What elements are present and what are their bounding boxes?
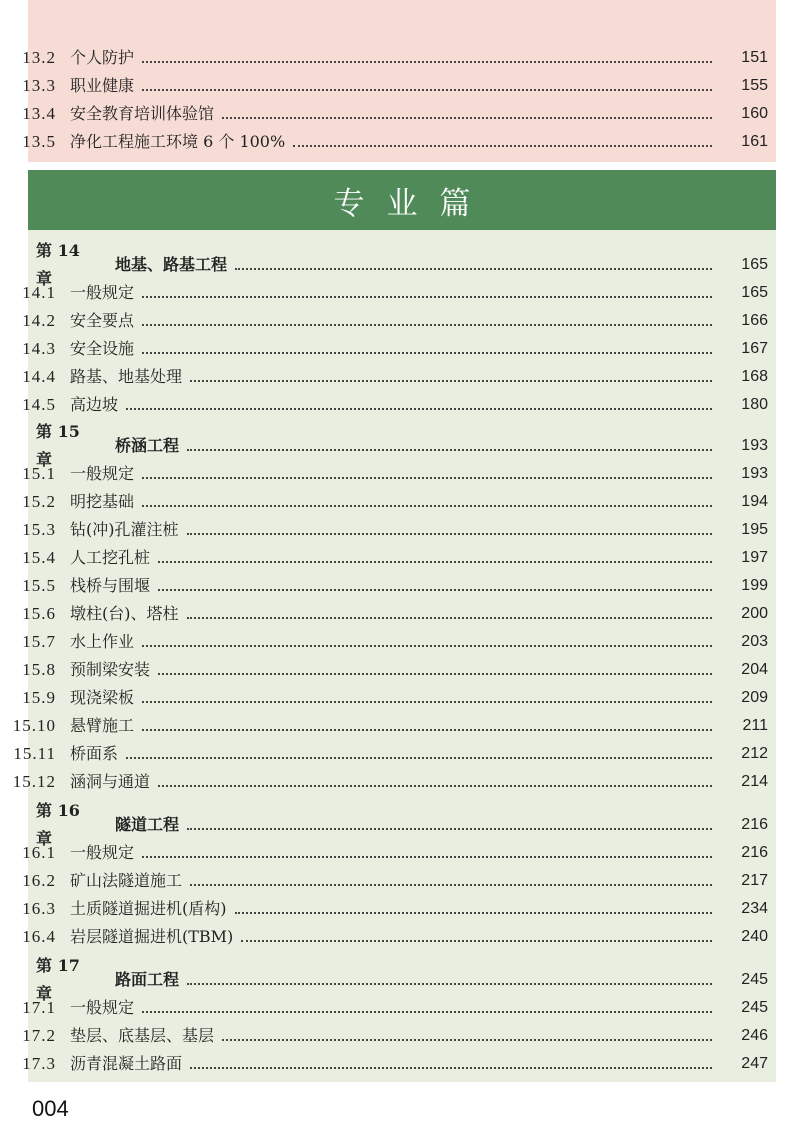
dot-leader [142, 645, 712, 647]
entry-number: 14.5 [22, 395, 56, 414]
entry-number: 第 17 章 [36, 956, 80, 1003]
entry-page-number: 194 [741, 493, 768, 510]
toc-entry [0, 72, 790, 100]
entry-title: 一般规定 [70, 283, 135, 302]
dot-leader [222, 117, 712, 119]
toc-entry [0, 100, 790, 128]
entry-title: 路基、地基处理 [70, 367, 183, 386]
dot-leader [142, 505, 712, 507]
dot-leader [235, 912, 713, 914]
dot-leader [158, 561, 712, 563]
entry-title: 墩柱(台)、塔柱 [70, 604, 179, 623]
dot-leader [142, 89, 712, 91]
entry-number: 15.4 [22, 548, 56, 567]
section-banner [28, 170, 776, 230]
entry-page-number: 200 [741, 605, 768, 622]
toc-entry [0, 128, 790, 156]
entry-title: 悬臂施工 [70, 716, 135, 735]
dot-leader [142, 324, 712, 326]
dot-leader [142, 61, 712, 63]
entry-number: 17.2 [22, 1026, 56, 1045]
entry-title: 一般规定 [70, 998, 135, 1017]
dot-leader [187, 983, 712, 985]
toc-entry [0, 895, 790, 923]
toc-entry [0, 994, 790, 1022]
toc-entry [0, 867, 790, 895]
entry-title: 安全教育培训体验馆 [70, 104, 215, 123]
entry-page-number: 209 [741, 689, 768, 706]
entry-page-number: 193 [741, 465, 768, 482]
toc-entry [0, 1022, 790, 1050]
entry-title: 垫层、底基层、基层 [70, 1026, 215, 1045]
entry-page-number: 151 [741, 49, 768, 66]
entry-page-number: 193 [741, 437, 768, 454]
toc-entry [0, 307, 790, 335]
toc-chapter-entry [0, 956, 790, 1003]
dot-leader [190, 380, 712, 382]
toc-entry [0, 740, 790, 768]
entry-title: 预制梁安装 [70, 660, 151, 679]
entry-page-number: 204 [741, 661, 768, 678]
toc-entry [0, 628, 790, 656]
entry-number: 13.4 [22, 104, 56, 123]
entry-title: 土质隧道掘进机(盾构) [70, 899, 227, 918]
dot-leader [142, 701, 712, 703]
entry-number: 15.5 [22, 576, 56, 595]
entry-page-number: 240 [741, 928, 768, 945]
toc-entry [0, 460, 790, 488]
entry-title: 安全要点 [70, 311, 135, 330]
toc-entry [0, 600, 790, 628]
dot-leader [190, 1067, 712, 1069]
entry-number: 16.4 [22, 927, 56, 946]
entry-title: 地基、路基工程 [115, 255, 228, 274]
toc-entry [0, 363, 790, 391]
entry-title: 桥面系 [70, 744, 119, 763]
entry-title: 现浇梁板 [70, 688, 135, 707]
entry-page-number: 245 [741, 971, 768, 988]
dot-leader [142, 352, 712, 354]
entry-number: 第 16 章 [36, 801, 80, 848]
toc-entry [0, 1050, 790, 1078]
entry-page-number: 166 [741, 312, 768, 329]
entry-page-number: 195 [741, 521, 768, 538]
entry-page-number: 216 [741, 816, 768, 833]
dot-leader [142, 856, 712, 858]
dot-leader [190, 884, 712, 886]
toc-entry [0, 544, 790, 572]
section-title: 专业篇 [333, 185, 493, 222]
dot-leader [241, 940, 712, 942]
entry-page-number: 165 [741, 256, 768, 273]
toc-entry [0, 44, 790, 72]
dot-leader [187, 828, 712, 830]
page-number: 004 [32, 1096, 69, 1121]
entry-title: 净化工程施工环境 6 个 100% [70, 132, 286, 151]
dot-leader [142, 296, 712, 298]
entry-page-number: 214 [741, 773, 768, 790]
entry-title: 涵洞与通道 [70, 772, 151, 791]
toc-chapter-entry [0, 422, 790, 469]
entry-number: 15.2 [22, 492, 56, 511]
dot-leader [126, 757, 712, 759]
entry-title: 栈桥与围堰 [70, 576, 151, 595]
entry-title: 安全设施 [70, 339, 135, 358]
entry-page-number: 197 [741, 549, 768, 566]
entry-title: 岩层隧道掘进机(TBM) [70, 927, 234, 946]
entry-number: 15.10 [12, 716, 56, 735]
entry-number: 16.1 [22, 843, 56, 862]
toc-entry [0, 923, 790, 951]
entry-number: 15.11 [13, 744, 56, 763]
entry-number: 13.3 [22, 76, 56, 95]
entry-page-number: 167 [741, 340, 768, 357]
entry-title: 沥青混凝土路面 [70, 1054, 183, 1073]
entry-title: 明挖基础 [70, 492, 135, 511]
entry-number: 13.5 [22, 132, 56, 151]
dot-leader [293, 145, 712, 147]
entry-number: 15.9 [22, 688, 56, 707]
toc-entry [0, 516, 790, 544]
toc-entry [0, 839, 790, 867]
toc-entry [0, 712, 790, 740]
toc-chapter-entry [0, 241, 790, 288]
entry-page-number: 155 [741, 77, 768, 94]
entry-number: 15.3 [22, 520, 56, 539]
entry-title: 一般规定 [70, 464, 135, 483]
dot-leader [142, 477, 712, 479]
dot-leader [142, 729, 712, 731]
entry-number: 17.1 [22, 998, 56, 1017]
dot-leader [187, 449, 712, 451]
entry-title: 人工挖孔桩 [70, 548, 151, 567]
toc-entry [0, 391, 790, 419]
entry-number: 14.4 [22, 367, 56, 386]
entry-number: 14.1 [22, 283, 56, 302]
entry-page-number: 212 [741, 745, 768, 762]
entry-page-number: 161 [741, 133, 768, 150]
entry-number: 14.2 [22, 311, 56, 330]
entry-page-number: 160 [741, 105, 768, 122]
entry-number: 第 15 章 [36, 422, 80, 469]
entry-title: 个人防护 [70, 48, 135, 67]
toc-entry [0, 335, 790, 363]
entry-title: 路面工程 [115, 970, 180, 989]
dot-leader [158, 589, 712, 591]
entry-title: 钻(冲)孔灌注桩 [70, 520, 179, 539]
entry-number: 16.2 [22, 871, 56, 890]
dot-leader [158, 673, 712, 675]
toc-entry [0, 684, 790, 712]
entry-page-number: 245 [741, 999, 768, 1016]
entry-page-number: 217 [741, 872, 768, 889]
entry-number: 15.12 [12, 772, 56, 791]
entry-title: 高边坡 [70, 395, 119, 414]
entry-number: 第 14 章 [36, 241, 80, 288]
entry-page-number: 180 [741, 396, 768, 413]
dot-leader [158, 785, 712, 787]
dot-leader [222, 1039, 712, 1041]
entry-title: 桥涵工程 [115, 436, 180, 455]
entry-number: 14.3 [22, 339, 56, 358]
toc-entry [0, 768, 790, 796]
entry-page-number: 168 [741, 368, 768, 385]
entry-number: 15.1 [22, 464, 56, 483]
toc-entry [0, 572, 790, 600]
entry-title: 隧道工程 [115, 815, 180, 834]
toc-entry [0, 656, 790, 684]
entry-page-number: 234 [741, 900, 768, 917]
entry-number: 15.6 [22, 604, 56, 623]
entry-title: 一般规定 [70, 843, 135, 862]
entry-page-number: 216 [741, 844, 768, 861]
dot-leader [142, 1011, 712, 1013]
entry-page-number: 199 [741, 577, 768, 594]
dot-leader [126, 408, 712, 410]
toc-chapter-entry [0, 801, 790, 848]
dot-leader [235, 268, 712, 270]
entry-number: 15.7 [22, 632, 56, 651]
entry-page-number: 247 [741, 1055, 768, 1072]
entry-title: 职业健康 [70, 76, 135, 95]
dot-leader [187, 533, 713, 535]
entry-title: 水上作业 [70, 632, 135, 651]
entry-page-number: 165 [741, 284, 768, 301]
entry-page-number: 246 [741, 1027, 768, 1044]
toc-entry [0, 279, 790, 307]
entry-page-number: 211 [742, 717, 768, 734]
entry-number: 15.8 [22, 660, 56, 679]
toc-entry [0, 488, 790, 516]
entry-number: 16.3 [22, 899, 56, 918]
entry-number: 13.2 [22, 48, 56, 67]
entry-title: 矿山法隧道施工 [70, 871, 183, 890]
entry-page-number: 203 [741, 633, 768, 650]
entry-number: 17.3 [22, 1054, 56, 1073]
dot-leader [187, 617, 713, 619]
